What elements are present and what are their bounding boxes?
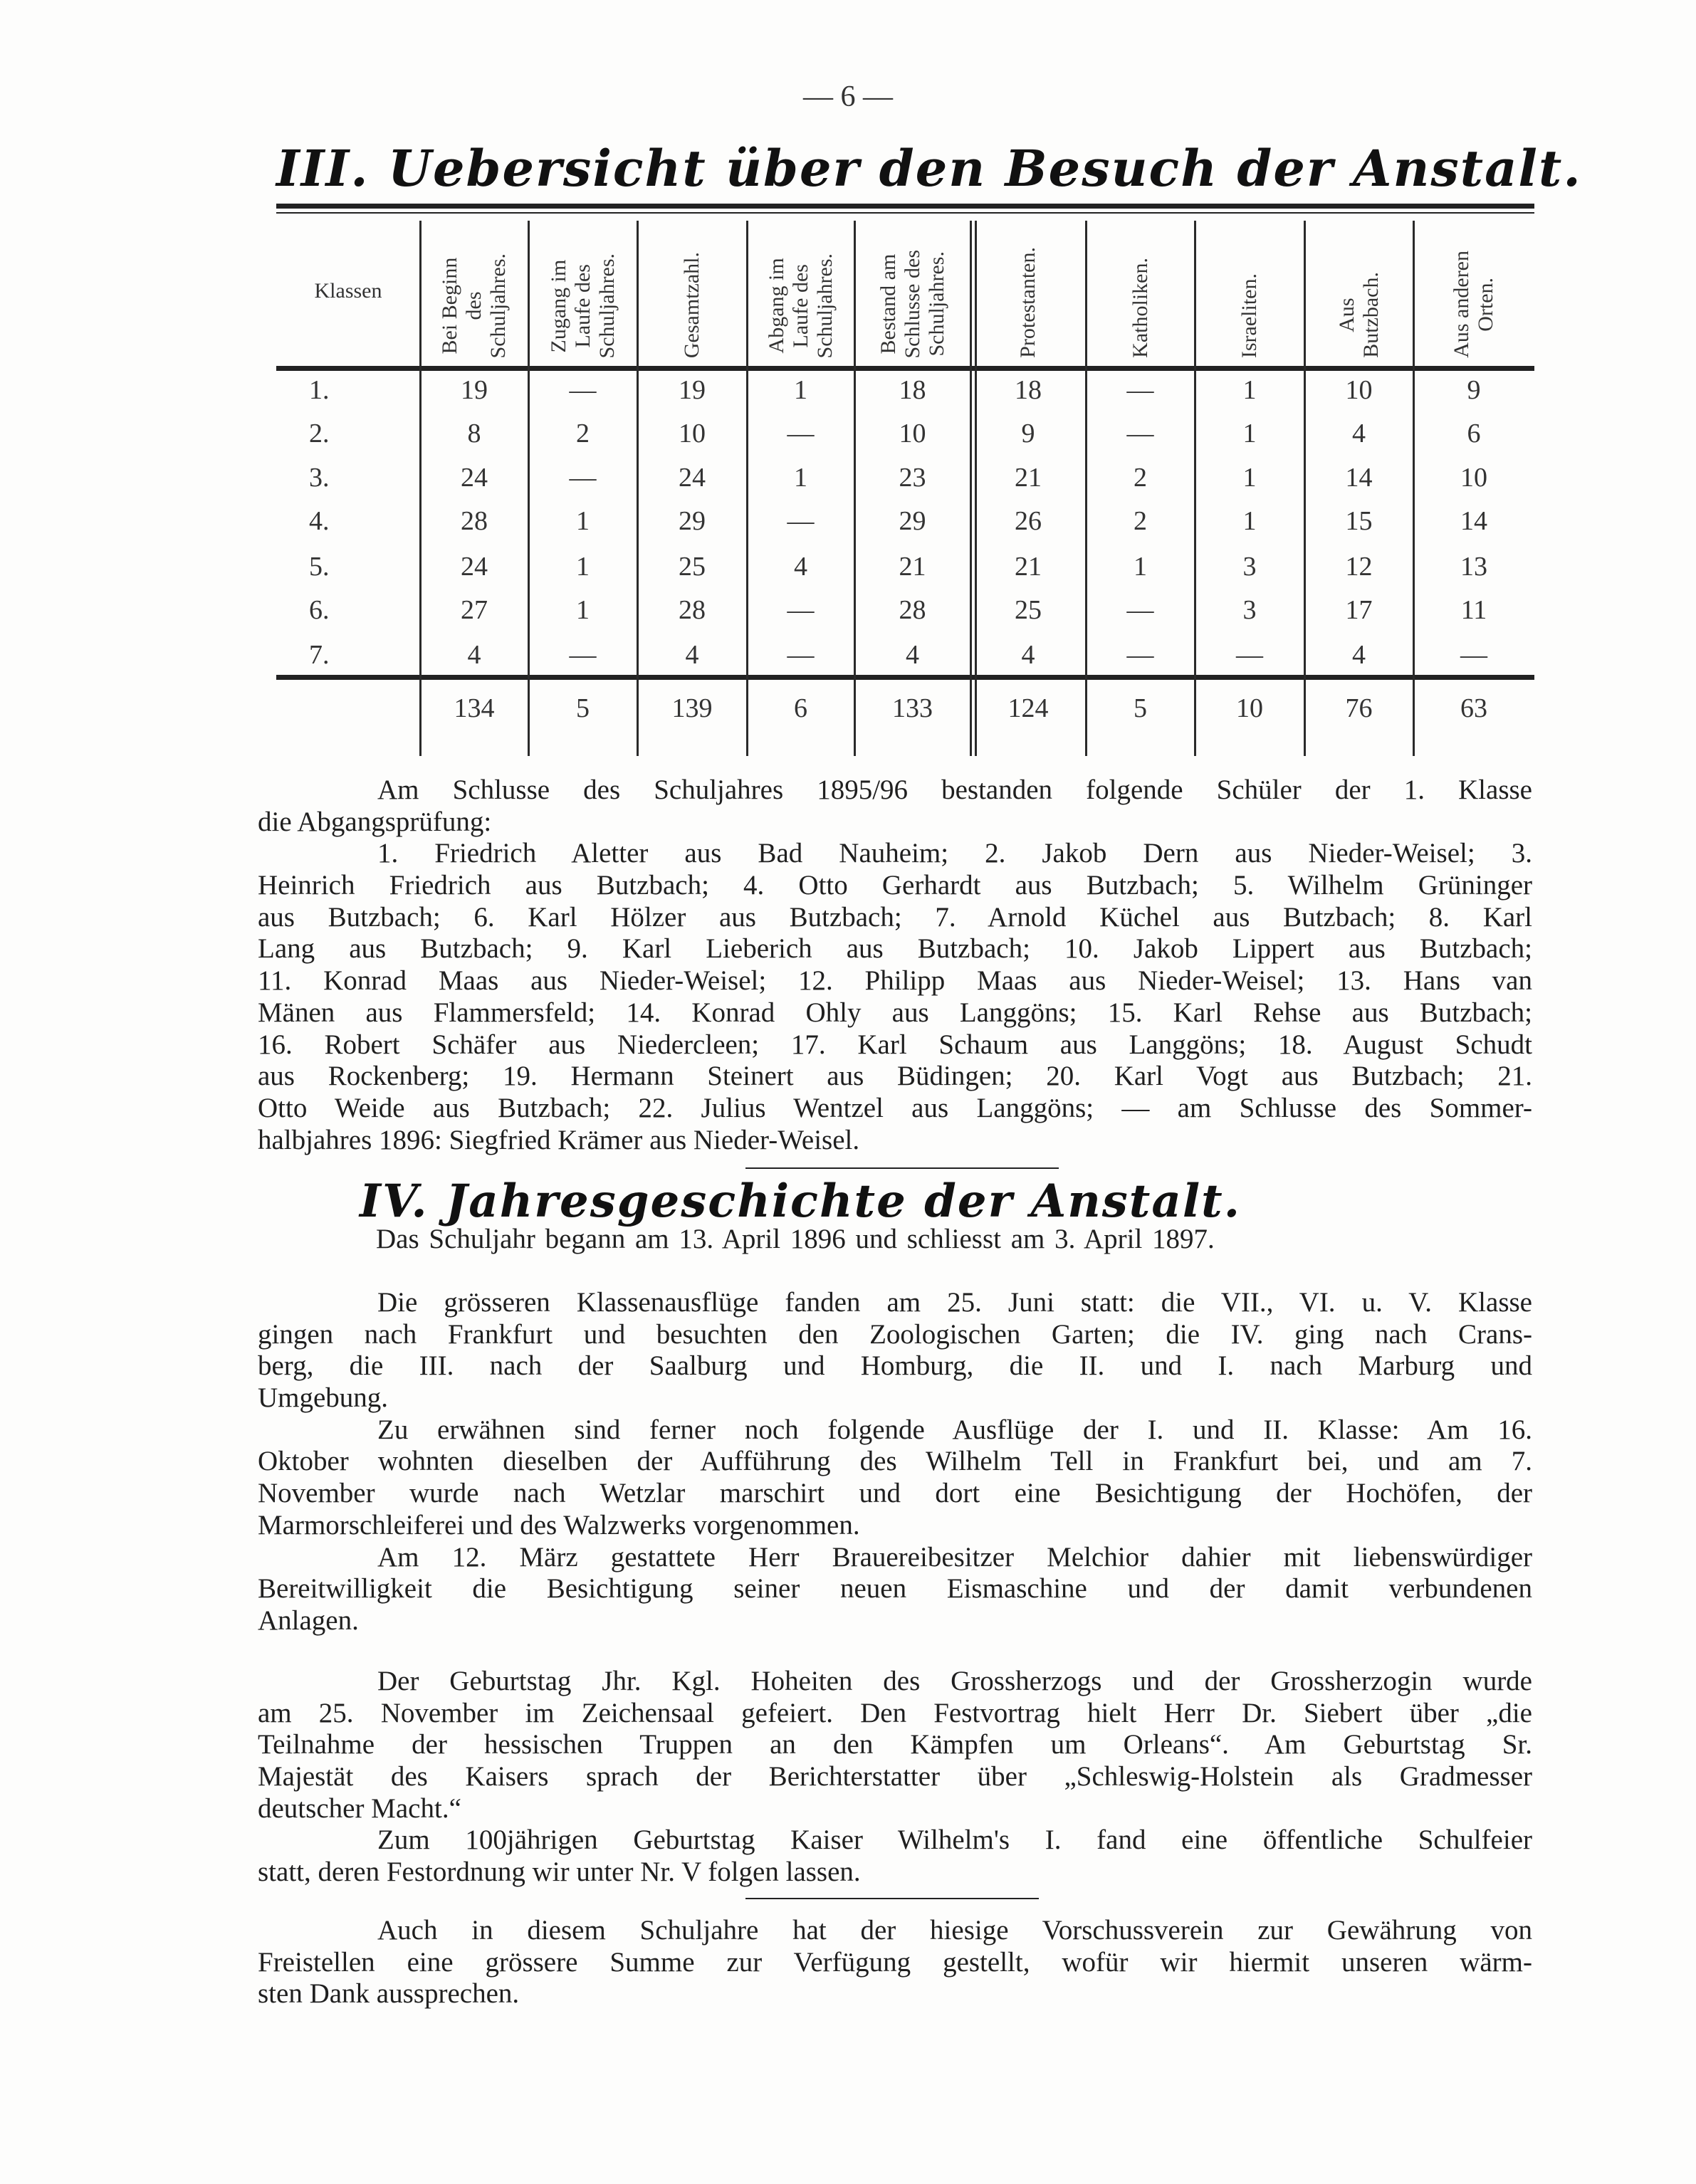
table-cell: 4: [906, 640, 919, 670]
column-header: [1304, 217, 1413, 365]
column-header-line: Bestand am: [876, 253, 900, 355]
text-line: Zum 100jährigen Geburtstag Kaiser Wilhelm's I. fand eine öffentliche Schulfeier: [377, 1825, 1532, 1856]
text-line: statt, deren Festordnung wir unter Nr. V folgen lassen.: [258, 1857, 861, 1888]
text-line: Am 12. März gestattete Herr Brauereibesitzer Melchior dahier mit liebenswürdiger: [377, 1541, 1532, 1573]
table-cell: 25: [679, 552, 706, 582]
excursions-paragraph: [258, 1287, 1532, 1637]
column-header-line: Abgang im: [764, 258, 788, 354]
total-cell: 5: [1134, 693, 1147, 723]
column-header-line: Klassen: [314, 279, 382, 303]
table-cell: 14: [1345, 463, 1373, 493]
table-cell: 15: [1345, 506, 1373, 536]
text-line: deutscher Macht.“: [258, 1792, 461, 1824]
section-title-iii: III. Uebersicht über den Besuch der Anstalt.: [276, 139, 1582, 198]
table-cell: 10: [1345, 375, 1373, 405]
row-label: 2.: [309, 419, 330, 448]
column-header: [1413, 217, 1534, 365]
table-cell: —: [787, 506, 815, 536]
column-header-label: [1335, 272, 1383, 365]
table-cell: 14: [1460, 506, 1487, 536]
column-header-label: [680, 252, 704, 365]
column-header-line: Katholiken.: [1128, 258, 1152, 358]
row-label: 4.: [309, 506, 330, 536]
table-cell: 10: [899, 419, 926, 448]
table-cell: —: [1126, 595, 1154, 625]
table-cell: —: [787, 640, 815, 670]
column-header: [420, 217, 528, 365]
table-top-rule: [276, 204, 1534, 209]
column-header: [747, 217, 854, 365]
table-cell: —: [1236, 640, 1263, 670]
table-cell: 4: [1352, 640, 1366, 670]
text-line: Lang aus Butzbach; 9. Karl Lieberich aus Butzbach; 10. Jakob Lippert aus Butzbach;: [258, 933, 1532, 965]
row-label: 6.: [309, 595, 330, 625]
text-line: Freistellen eine grössere Summe zur Verfügung gestellt, wofür wir hiermit unseren wärm-: [258, 1946, 1532, 1978]
text-line: die Abgangsprüfung:: [258, 806, 492, 837]
row-label: 7.: [309, 640, 330, 670]
table-cell: 1: [794, 463, 807, 493]
column-header-line: Aus: [1334, 298, 1359, 332]
page-number: — 6 —: [803, 80, 893, 113]
row-label: 3.: [309, 463, 330, 493]
column-header-label: [315, 279, 382, 303]
table-cell: —: [787, 595, 815, 625]
celebrations-paragraph: [258, 1666, 1532, 1889]
table-cell: 11: [1460, 595, 1487, 625]
column-header-label: [438, 253, 511, 365]
table-cell: 18: [1015, 375, 1042, 405]
table-cell: 1: [1242, 375, 1257, 405]
text-line: Mänen aus Flammersfeld; 14. Konrad Ohly aus Langgöns; 15. Karl Rehse aus Butzbach;: [258, 997, 1532, 1028]
column-header-line: Zugang im: [546, 258, 570, 352]
table-cell: 21: [1015, 463, 1042, 493]
column-header-line: Schuljahres.: [924, 251, 948, 357]
total-cell: 6: [794, 693, 807, 723]
table-cell: 27: [461, 595, 488, 625]
total-cell: 5: [576, 693, 590, 723]
column-header-line: Orten.: [1474, 277, 1497, 332]
table-cell: 2: [1134, 463, 1147, 493]
table-cell: 17: [1345, 595, 1373, 625]
column-header-line: Schuljahres.: [595, 253, 619, 358]
text-line: Zu erwähnen sind ferner noch folgende Ausflüge der I. und II. Klasse: Am 16.: [377, 1414, 1532, 1445]
column-header-label: [765, 253, 837, 365]
table-cell: 3: [1242, 595, 1257, 625]
table-cell: 28: [461, 506, 488, 536]
table-cell: —: [569, 375, 597, 405]
table-cell: 1: [1242, 506, 1257, 536]
total-cell: 124: [1007, 693, 1049, 723]
column-header-line: Laufe des: [570, 263, 595, 347]
text-line: November wurde nach Wetzlar marschirt und dort eine Besichtigung der Hochöfen, der: [258, 1478, 1532, 1509]
section-divider: [745, 1167, 1059, 1169]
table-cell: —: [569, 640, 597, 670]
text-line: aus Rockenberg; 19. Hermann Steinert aus Büdingen; 20. Karl Vogt aus Butzbach; 21.: [258, 1061, 1532, 1092]
table-cell: 12: [1345, 552, 1373, 582]
column-header-line: Gesamtzahl.: [680, 251, 703, 358]
column-header: [1195, 217, 1304, 365]
column-header-line: Schuljahres.: [486, 253, 510, 358]
table-cell: —: [569, 463, 597, 493]
column-header-line: Protestanten.: [1016, 247, 1040, 358]
text-line: Anlagen.: [258, 1605, 359, 1636]
text-line: gingen nach Frankfurt und besuchten den Zoologischen Garten; die IV. ging nach Crans-: [258, 1318, 1532, 1350]
school-year-dates: Das Schuljahr begann am 13. April 1896 und schliesst am 3. April 1897.: [376, 1224, 1215, 1254]
total-cell: 139: [671, 693, 713, 723]
table-cell: 13: [1460, 552, 1487, 582]
text-line: Marmorschleiferei und des Walzwerks vorgenommen.: [258, 1509, 860, 1540]
column-header-line: Schuljahres.: [812, 253, 837, 358]
table-cell: 8: [467, 419, 481, 448]
column-header: [1086, 217, 1195, 365]
section-title-iv: IV. Jahresgeschichte der Anstalt.: [360, 1175, 1241, 1228]
text-line: Am Schlusse des Schuljahres 1895/96 bestanden folgende Schüler der 1. Klasse: [377, 775, 1532, 805]
text-line: Oktober wohnten dieselben der Aufführung des Wilhelm Tell in Frankfurt bei, und am 7.: [258, 1446, 1532, 1477]
column-header-line: des: [462, 291, 486, 320]
table-cell: 29: [899, 506, 926, 536]
column-header-line: Butzbach.: [1359, 272, 1383, 358]
table-cell: 1: [794, 375, 807, 405]
text-line: am 25. November im Zeichensaal gefeiert. Den Festvortrag hielt Herr Dr. Siebert über „die: [258, 1697, 1532, 1728]
table-cell: 1: [1242, 419, 1257, 448]
table-cell: 18: [899, 375, 926, 405]
table-cell: 1: [576, 552, 590, 582]
text-line: Der Geburtstag Jhr. Kgl. Hoheiten des Grossherzogs und der Grossherzogin wurde: [377, 1666, 1532, 1696]
total-cell: 10: [1236, 693, 1263, 723]
text-line: aus Butzbach; 6. Karl Hölzer aus Butzbach; 7. Arnold Küchel aus Butzbach; 8. Karl: [258, 901, 1532, 933]
table-cell: 10: [679, 419, 706, 448]
table-cell: 1: [1242, 463, 1257, 493]
table-cell: 25: [1015, 595, 1042, 625]
column-header-label: [1016, 247, 1040, 365]
paragraph-divider: [745, 1898, 1039, 1899]
text-line: 11. Konrad Maas aus Nieder-Weisel; 12. Philipp Maas aus Nieder-Weisel; 13. Hans van: [258, 965, 1532, 997]
column-header-label: [1450, 251, 1498, 365]
text-line: sten Dank aussprechen.: [258, 1978, 520, 2010]
table-cell: —: [1126, 419, 1154, 448]
text-line: Die grösseren Klassenausflüge fanden am 25. Juni statt: die VII., VI. u. V. Klasse: [377, 1287, 1532, 1318]
row-label: 5.: [309, 552, 330, 582]
thanks-paragraph: [258, 1915, 1532, 2010]
table-top-thin-rule: [276, 212, 1534, 214]
table-cell: 2: [1134, 506, 1147, 536]
table-cell: 6: [1467, 419, 1481, 448]
column-header-line: Laufe des: [788, 263, 812, 347]
column-header-line: Schlusse des: [900, 249, 924, 358]
table-cell: 9: [1021, 419, 1035, 448]
table-cell: 2: [576, 419, 590, 448]
column-header-label: [547, 253, 619, 365]
text-line: Majestät des Kaisers sprach der Berichterstatter über „Schleswig-Holstein als Gradmesser: [258, 1761, 1532, 1792]
text-line: halbjahres 1896: Siegfried Krämer aus Nieder-Weisel.: [258, 1124, 860, 1155]
table-cell: 26: [1015, 506, 1042, 536]
column-header-label: [1237, 273, 1262, 365]
table-cell: 24: [461, 463, 488, 493]
total-cell: 76: [1345, 693, 1373, 723]
total-cell: [276, 687, 420, 730]
graduates-paragraph: [258, 775, 1532, 1156]
table-cell: —: [1126, 640, 1154, 670]
table-cell: 23: [899, 463, 926, 493]
total-cell: 63: [1460, 693, 1487, 723]
table-cell: 28: [899, 595, 926, 625]
table-cell: 21: [1015, 552, 1042, 582]
total-cell: 133: [892, 693, 933, 723]
text-line: Otto Weide aus Butzbach; 22. Julius Wentzel aus Langgöns; — am Schlusse des Sommer-: [258, 1092, 1532, 1123]
text-line: Umgebung.: [258, 1382, 389, 1414]
text-line: 1. Friedrich Aletter aus Bad Nauheim; 2. Jakob Dern aus Nieder-Weisel; 3.: [377, 838, 1532, 869]
table-cell: 19: [679, 375, 706, 405]
column-header-label: [876, 250, 949, 366]
table-cell: 24: [679, 463, 706, 493]
column-header: [637, 217, 747, 365]
text-line: Auch in diesem Schuljahre hat der hiesige Vorschussverein zur Gewährung von: [377, 1915, 1532, 1946]
column-header-line: Aus anderen: [1450, 251, 1473, 358]
row-label: 1.: [309, 375, 330, 405]
text-line: berg, die III. nach der Saalburg und Homburg, die II. und I. nach Marburg und: [258, 1350, 1532, 1382]
table-cell: 9: [1467, 375, 1481, 405]
table-cell: 28: [679, 595, 706, 625]
text-line: Bereitwilligkeit die Besichtigung seiner neuen Eismaschine und der damit verbundenen: [258, 1573, 1532, 1605]
table-cell: 1: [1134, 552, 1147, 582]
total-cell: 134: [454, 693, 495, 723]
text-line: Heinrich Friedrich aus Butzbach; 4. Otto Gerhardt aus Butzbach; 5. Wilhelm Grüninger: [258, 870, 1532, 901]
table-cell: 29: [679, 506, 706, 536]
table-cell: 19: [461, 375, 488, 405]
table-cell: 3: [1242, 552, 1257, 582]
table-cell: —: [1126, 375, 1154, 405]
table-cell: 4: [1021, 640, 1035, 670]
table-cell: 4: [685, 640, 699, 670]
table-cell: 4: [1352, 419, 1366, 448]
column-header: [854, 217, 970, 365]
column-header-label: [1129, 258, 1153, 365]
column-header: [528, 217, 637, 365]
text-line: 16. Robert Schäfer aus Niedercleen; 17. Karl Schaum aus Langgöns; 18. August Schudt: [258, 1029, 1532, 1060]
column-header-line: Bei Beginn: [438, 257, 461, 355]
table-cell: —: [1460, 640, 1487, 670]
text-line: Teilnahme der hessischen Truppen an den Kämpfen um Orleans“. Am Geburtstag Sr.: [258, 1729, 1532, 1760]
table-cell: 1: [576, 506, 590, 536]
table-cell: 1: [576, 595, 590, 625]
column-header: [970, 217, 1086, 365]
column-header: [276, 217, 420, 365]
table-cell: 24: [461, 552, 488, 582]
table-cell: 10: [1460, 463, 1487, 493]
column-header-line: Israeliten.: [1237, 273, 1261, 358]
table-cell: —: [787, 419, 815, 448]
table-cell: 21: [899, 552, 926, 582]
table-cell: 4: [467, 640, 481, 670]
table-cell: 4: [794, 552, 807, 582]
